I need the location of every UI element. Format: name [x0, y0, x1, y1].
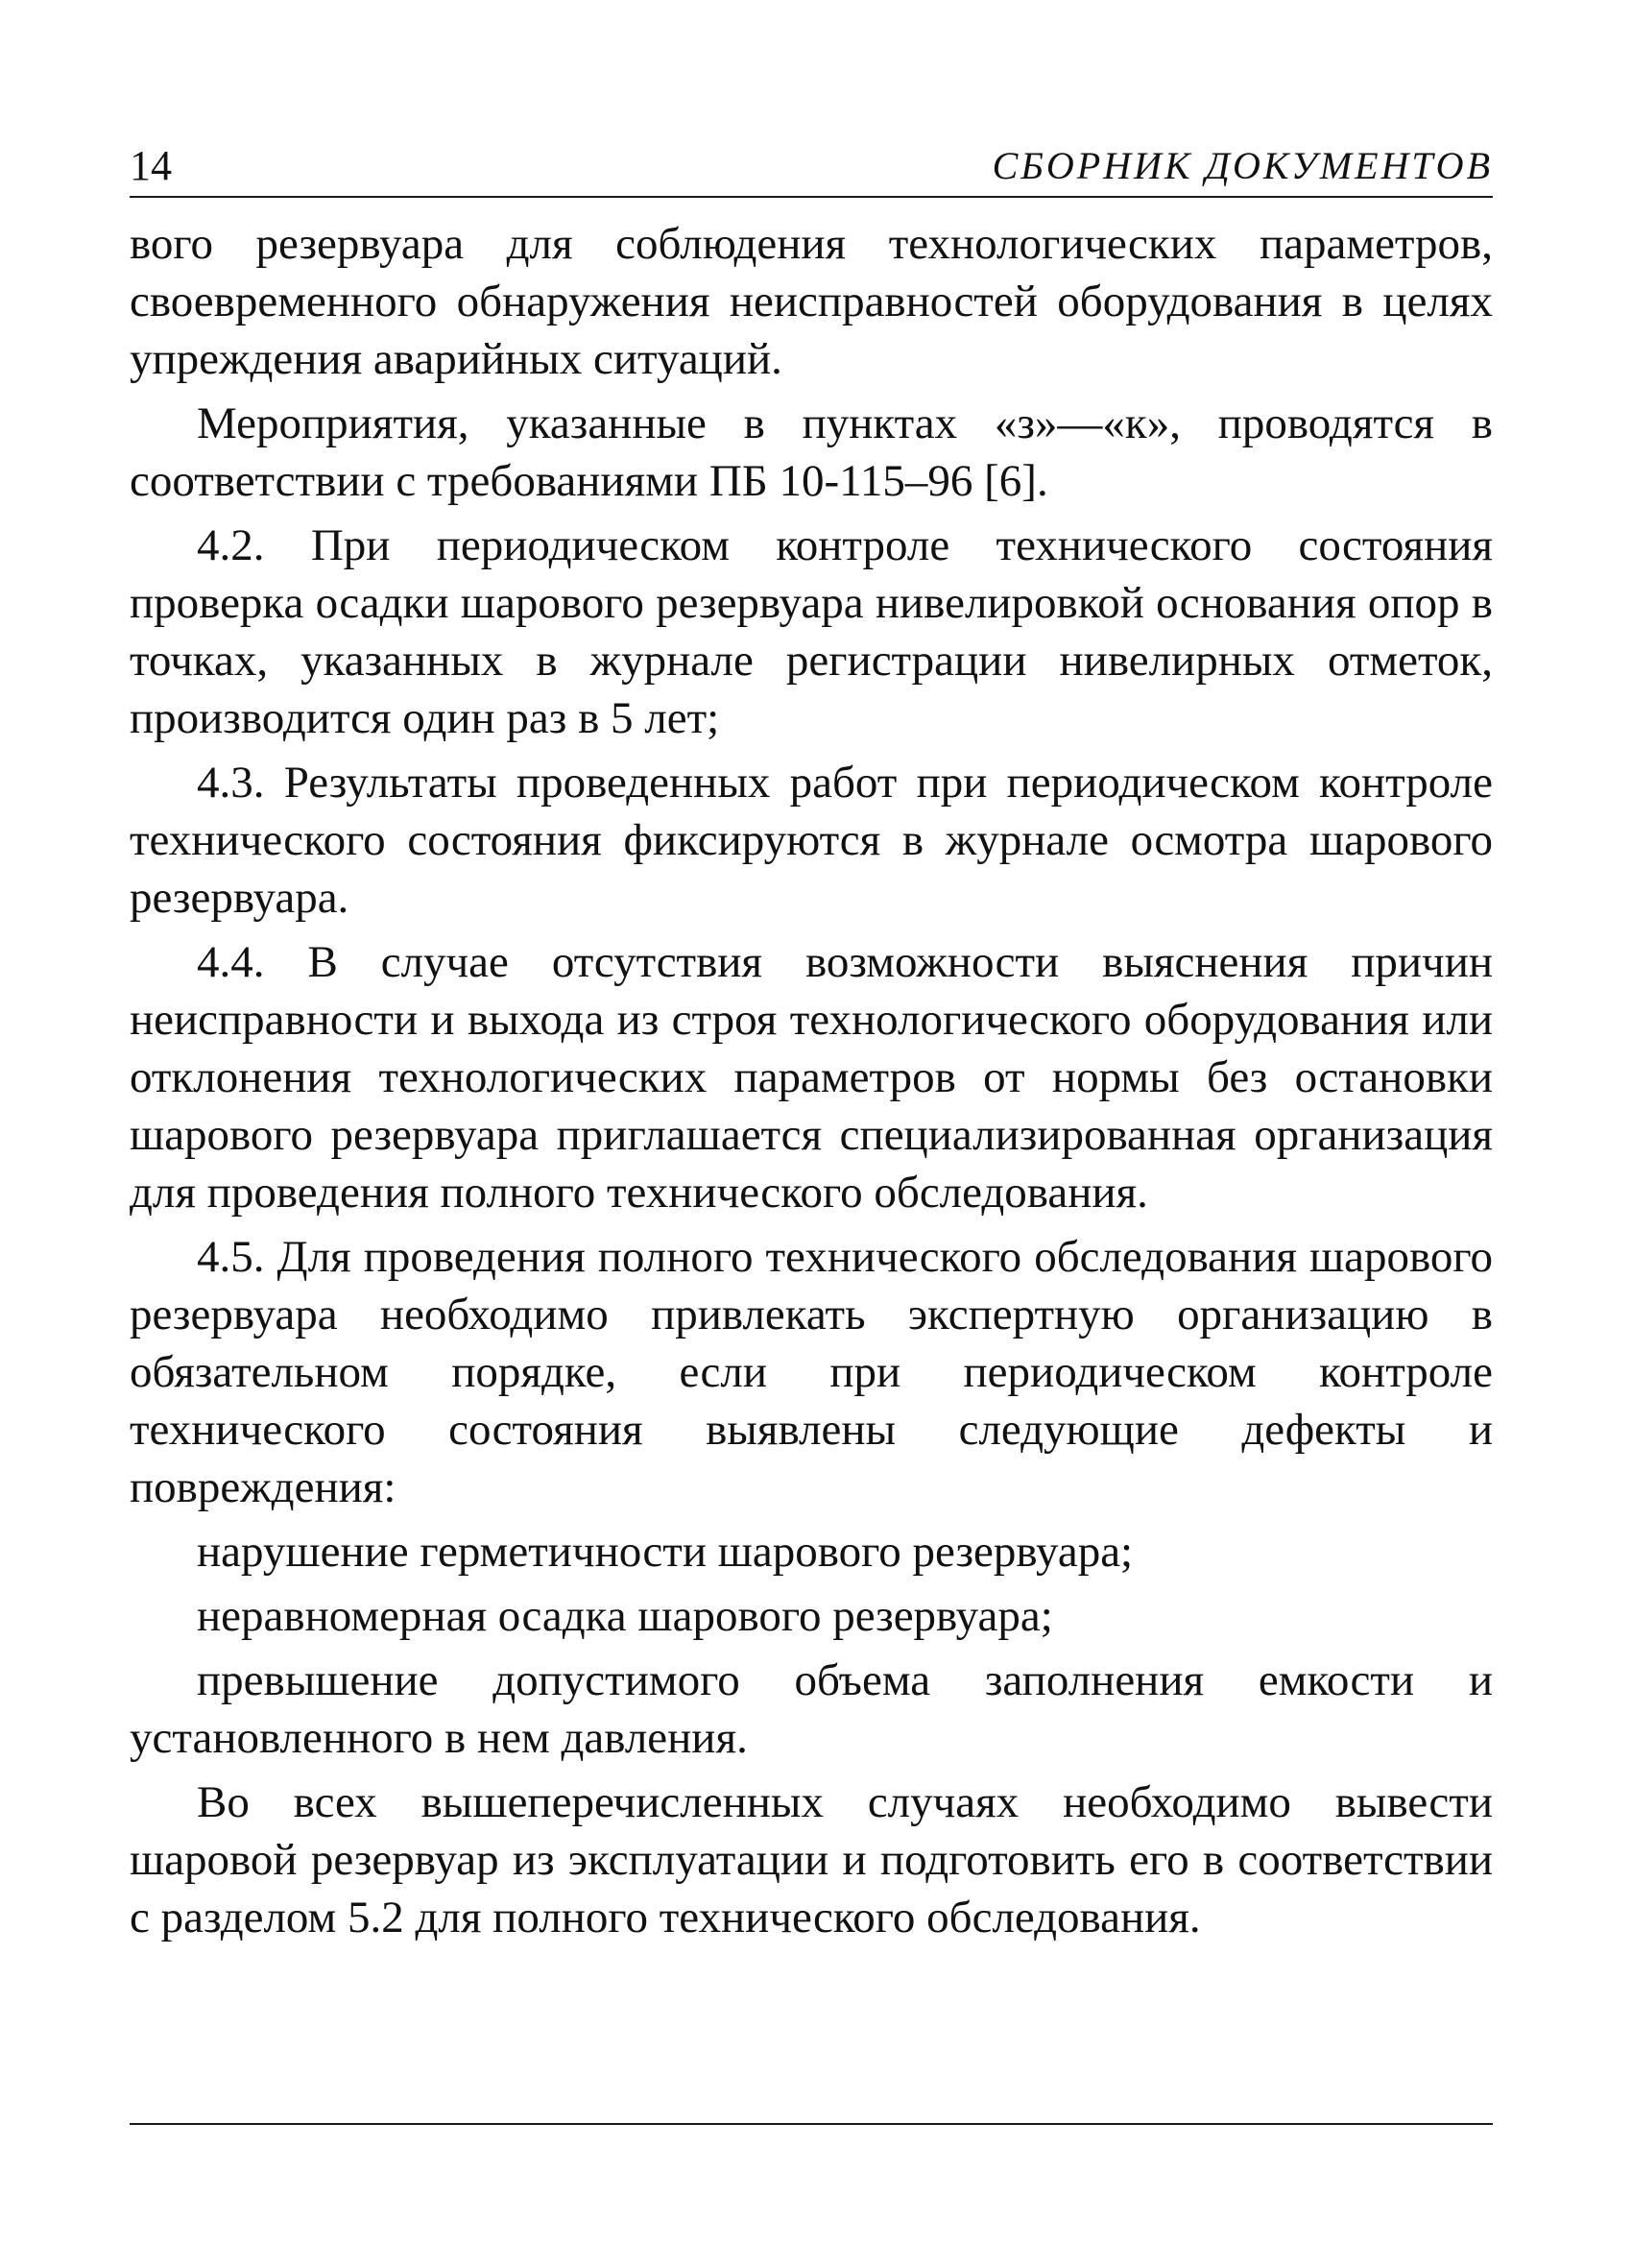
paragraph-conclusion: Во всех вышеперечисленных случаях необходимо вывести шаровой резервуар из эксплуатации и подготовить его в соответствии с разделом 5.2 для полного технического обследования.: [130, 1777, 1493, 1942]
document-page: [130, 134, 1493, 1946]
list-item-settlement: неравномерная осадка шарового резервуара;: [197, 1591, 1053, 1641]
paragraph-4-2: 4.2. При периодическом контроле технического состояния проверка осадки шарового резервуара нивелировкой основания опор в точках, указанных в журнале регистрации нивелирных отметок, производится один раз в 5 лет;: [130, 520, 1493, 743]
paragraph-4-3: 4.3. Результаты проведенных работ при периодическом контроле технического состояния фиксируются в журнале осмотра шарового резервуара.: [130, 758, 1493, 923]
page-number: 14: [130, 142, 172, 189]
footer-rule: [130, 2123, 1493, 2125]
body-text: [130, 215, 1493, 1946]
paragraph-4-4: 4.4. В случае отсутствия возможности выяснения причин неисправности и выхода из строя технологического оборудования или отклонения технологических параметров от нормы без остановки шарового резервуара приглашается специализированная организация для проведения полного технического обследования.: [130, 937, 1493, 1218]
list-item-leak: нарушение герметичности шарового резервуара;: [197, 1527, 1134, 1577]
paragraph-continuation: вого резервуара для соблюдения технологических параметров, своевременного обнаружения неисправностей оборудования в целях упреждения аварийных ситуаций.: [130, 219, 1493, 384]
list-item-overfill: превышение допустимого объема заполнения емкости и установленного в нем давления.: [130, 1655, 1493, 1763]
running-header: [130, 134, 1493, 194]
header-rule: [130, 196, 1493, 198]
running-title: СБОРНИК ДОКУМЕНТОВ: [992, 144, 1493, 187]
paragraph-measures: Мероприятия, указанные в пунктах «з»—«к», проводятся в соответствии с требованиями ПБ 10-115–96 [6].: [130, 398, 1493, 506]
paragraph-4-5: 4.5. Для проведения полного технического обследования шарового резервуара необходимо привлекать экспертную организацию в обязательном порядке, если при периодическом контроле технического состояния выявлены следующие дефекты и повреждения:: [130, 1232, 1493, 1512]
